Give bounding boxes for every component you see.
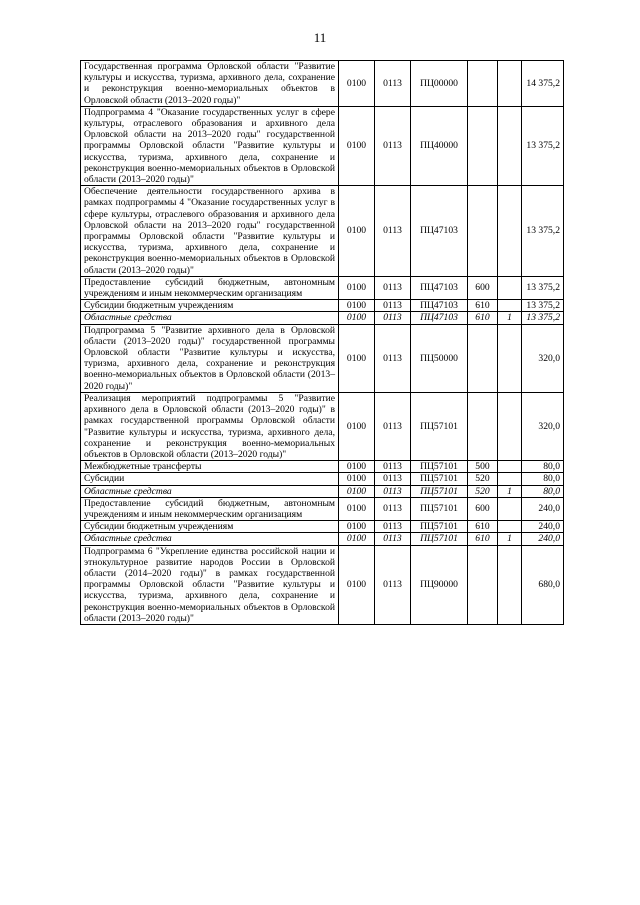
row-name-cell: Субсидии (81, 473, 339, 485)
row-name-cell: Подпрограмма 5 "Развитие архивного дела в Орловской области (2013–2020 годы)" государственной программы Орловской области "Развитие культуры и искусства, туризма, архивного дела, сохранение и реконструкция военно-мемориальных объектов в Орловской области (2013–2020 годы)" (81, 324, 339, 392)
row-source-code-cell (498, 106, 522, 185)
row-gr-code-cell: 0100 (339, 461, 375, 473)
row-pr-code-cell: 0113 (375, 300, 411, 312)
row-source-code-cell (498, 324, 522, 392)
table-row (81, 324, 564, 392)
row-source-code-cell: 1 (498, 533, 522, 545)
row-gr-code-cell: 0100 (339, 521, 375, 533)
row-amount-cell: 13 375,2 (522, 186, 564, 277)
table-row (81, 312, 564, 324)
row-cs-code-cell: ПЦ57101 (411, 497, 468, 520)
row-gr-code-cell: 0100 (339, 473, 375, 485)
row-cs-code-cell: ПЦ47103 (411, 312, 468, 324)
table-row (81, 485, 564, 497)
row-pr-code-cell: 0113 (375, 473, 411, 485)
row-vr-code-cell (468, 106, 498, 185)
row-vr-code-cell: 610 (468, 533, 498, 545)
row-name-cell: Межбюджетные трансферты (81, 461, 339, 473)
row-cs-code-cell: ПЦ57101 (411, 473, 468, 485)
row-source-code-cell (498, 61, 522, 107)
table-row (81, 497, 564, 520)
row-gr-code-cell: 0100 (339, 485, 375, 497)
row-gr-code-cell: 0100 (339, 276, 375, 299)
row-cs-code-cell: ПЦ00000 (411, 61, 468, 107)
row-source-code-cell (498, 300, 522, 312)
row-vr-code-cell: 600 (468, 497, 498, 520)
row-amount-cell: 13 375,2 (522, 276, 564, 299)
row-gr-code-cell: 0100 (339, 300, 375, 312)
row-vr-code-cell (468, 61, 498, 107)
row-gr-code-cell: 0100 (339, 545, 375, 624)
row-vr-code-cell: 610 (468, 521, 498, 533)
row-cs-code-cell: ПЦ57101 (411, 485, 468, 497)
table-row (81, 533, 564, 545)
row-source-code-cell (498, 186, 522, 277)
row-vr-code-cell: 500 (468, 461, 498, 473)
row-cs-code-cell: ПЦ57101 (411, 392, 468, 460)
budget-table-body (81, 61, 564, 625)
row-cs-code-cell: ПЦ47103 (411, 186, 468, 277)
table-row (81, 461, 564, 473)
row-pr-code-cell: 0113 (375, 497, 411, 520)
row-source-code-cell (498, 545, 522, 624)
row-amount-cell: 80,0 (522, 473, 564, 485)
table-row (81, 392, 564, 460)
row-name-cell: Обеспечение деятельности государственного архива в рамках подпрограммы 4 "Оказание государственных услуг в сфере культуры, отраслевого образования и архивного дела Орловской области на 2013–2020 годы" государственной программы Орловской области "Развитие культуры и искусства, туризма, архивного дела, сохранение и реконструкция военно-мемориальных объектов в Орловской области (2013–2020 годы)" (81, 186, 339, 277)
row-gr-code-cell: 0100 (339, 312, 375, 324)
row-pr-code-cell: 0113 (375, 392, 411, 460)
row-gr-code-cell: 0100 (339, 106, 375, 185)
row-pr-code-cell: 0113 (375, 461, 411, 473)
row-cs-code-cell: ПЦ57101 (411, 461, 468, 473)
row-pr-code-cell: 0113 (375, 276, 411, 299)
row-name-cell: Подпрограмма 6 "Укрепление единства российской нации и этнокультурное развитие народов России в Орловской области (2014–2020 годы)" в рамках государственной программы Орловской области "Развитие культуры и искусства, туризма, архивного дела, сохранение и реконструкция военно-мемориальных объектов в Орловской области (2013–2020 годы)" (81, 545, 339, 624)
row-amount-cell: 320,0 (522, 324, 564, 392)
row-vr-code-cell: 610 (468, 312, 498, 324)
row-vr-code-cell (468, 324, 498, 392)
row-amount-cell: 80,0 (522, 461, 564, 473)
table-row (81, 61, 564, 107)
table-row (81, 300, 564, 312)
row-name-cell: Областные средства (81, 533, 339, 545)
row-cs-code-cell: ПЦ50000 (411, 324, 468, 392)
row-cs-code-cell: ПЦ90000 (411, 545, 468, 624)
row-amount-cell: 80,0 (522, 485, 564, 497)
row-pr-code-cell: 0113 (375, 545, 411, 624)
row-amount-cell: 13 375,2 (522, 300, 564, 312)
row-source-code-cell (498, 521, 522, 533)
row-cs-code-cell: ПЦ40000 (411, 106, 468, 185)
row-pr-code-cell: 0113 (375, 312, 411, 324)
row-gr-code-cell: 0100 (339, 533, 375, 545)
row-name-cell: Областные средства (81, 312, 339, 324)
row-pr-code-cell: 0113 (375, 324, 411, 392)
row-name-cell: Предоставление субсидий бюджетным, автономным учреждениям и иным некоммерческим организациям (81, 497, 339, 520)
row-source-code-cell (498, 276, 522, 299)
row-gr-code-cell: 0100 (339, 497, 375, 520)
row-amount-cell: 680,0 (522, 545, 564, 624)
row-vr-code-cell: 520 (468, 473, 498, 485)
budget-table (80, 60, 564, 625)
row-pr-code-cell: 0113 (375, 521, 411, 533)
row-amount-cell: 240,0 (522, 533, 564, 545)
table-row (81, 186, 564, 277)
table-row (81, 276, 564, 299)
row-cs-code-cell: ПЦ57101 (411, 533, 468, 545)
row-vr-code-cell: 610 (468, 300, 498, 312)
row-vr-code-cell: 600 (468, 276, 498, 299)
row-cs-code-cell: ПЦ57101 (411, 521, 468, 533)
row-name-cell: Реализация мероприятий подпрограммы 5 "Развитие архивного дела в Орловской области (2013–2020 годы)" в рамках государственной программы Орловской области "Развитие культуры и искусства, туризма, архивного дела, сохранение и реконструкция военно-мемориальных объектов в Орловской области (2013–2020 годы)" (81, 392, 339, 460)
row-pr-code-cell: 0113 (375, 533, 411, 545)
row-name-cell: Предоставление субсидий бюджетным, автономным учреждениям и иным некоммерческим организациям (81, 276, 339, 299)
row-amount-cell: 14 375,2 (522, 61, 564, 107)
row-name-cell: Субсидии бюджетным учреждениям (81, 300, 339, 312)
row-vr-code-cell: 520 (468, 485, 498, 497)
row-vr-code-cell (468, 186, 498, 277)
row-amount-cell: 240,0 (522, 521, 564, 533)
row-amount-cell: 13 375,2 (522, 312, 564, 324)
row-source-code-cell (498, 497, 522, 520)
table-row (81, 106, 564, 185)
row-name-cell: Подпрограмма 4 "Оказание государственных услуг в сфере культуры, отраслевого образования и архивного дела Орловской области на 2013–2020 годы" государственной программы Орловской области "Развитие культуры и искусства, туризма, архивного дела, сохранение и реконструкция военно-мемориальных объектов в Орловской области (2013–2020 годы)" (81, 106, 339, 185)
row-pr-code-cell: 0113 (375, 61, 411, 107)
row-pr-code-cell: 0113 (375, 485, 411, 497)
row-source-code-cell: 1 (498, 485, 522, 497)
row-cs-code-cell: ПЦ47103 (411, 276, 468, 299)
row-amount-cell: 320,0 (522, 392, 564, 460)
page-number: 11 (313, 30, 327, 45)
row-name-cell: Субсидии бюджетным учреждениям (81, 521, 339, 533)
row-vr-code-cell (468, 392, 498, 460)
row-name-cell: Государственная программа Орловской области "Развитие культуры и искусства, туризма, архивного дела, сохранение и реконструкция военно-мемориальных объектов в Орловской области (2013–2020 годы)" (81, 61, 339, 107)
row-pr-code-cell: 0113 (375, 106, 411, 185)
row-source-code-cell: 1 (498, 312, 522, 324)
row-cs-code-cell: ПЦ47103 (411, 300, 468, 312)
table-row (81, 545, 564, 624)
row-gr-code-cell: 0100 (339, 324, 375, 392)
row-gr-code-cell: 0100 (339, 392, 375, 460)
row-source-code-cell (498, 461, 522, 473)
row-gr-code-cell: 0100 (339, 61, 375, 107)
row-source-code-cell (498, 473, 522, 485)
row-source-code-cell (498, 392, 522, 460)
row-name-cell: Областные средства (81, 485, 339, 497)
table-row (81, 521, 564, 533)
row-vr-code-cell (468, 545, 498, 624)
table-row (81, 473, 564, 485)
row-pr-code-cell: 0113 (375, 186, 411, 277)
row-gr-code-cell: 0100 (339, 186, 375, 277)
row-amount-cell: 13 375,2 (522, 106, 564, 185)
row-amount-cell: 240,0 (522, 497, 564, 520)
